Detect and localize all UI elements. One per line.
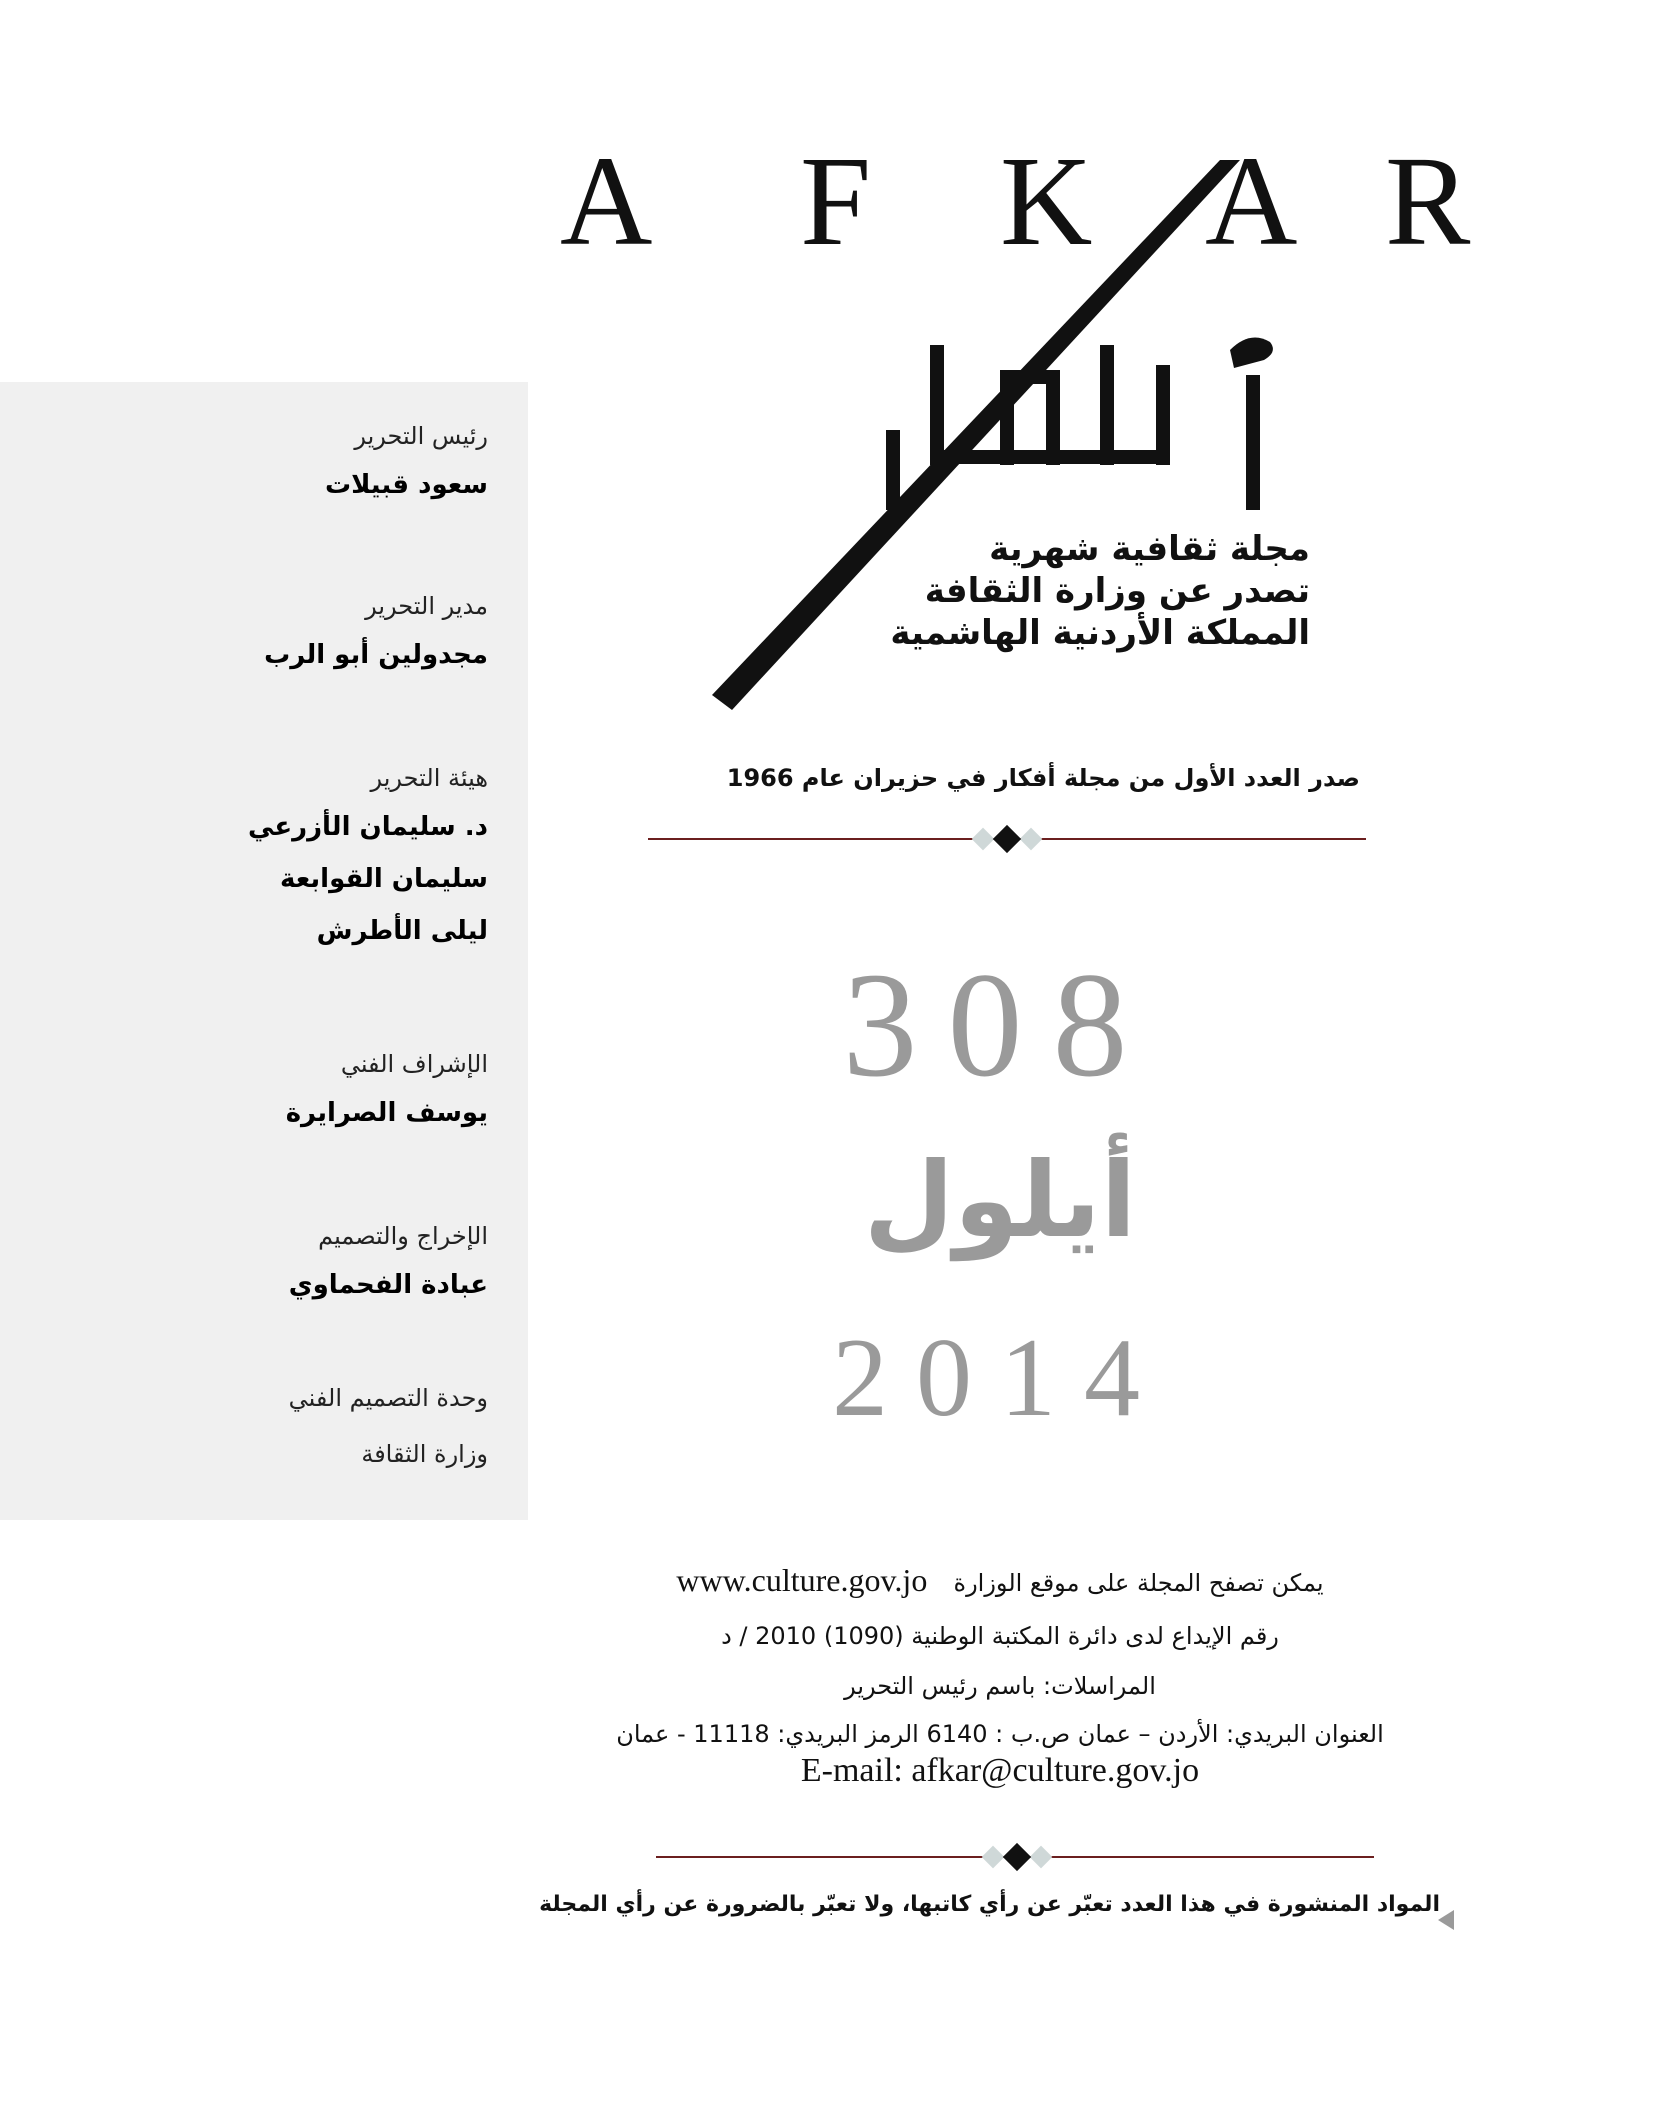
issue-year: 2014 [832,1316,1168,1440]
issue-number: 308 [842,942,1158,1108]
art-supervision-block [128,1050,488,1128]
divider-ornament [1020,828,1043,851]
magazine-tagline [840,528,1310,654]
divider-ornament [1030,1846,1053,1869]
diamond-ornament-icon [1003,1843,1031,1871]
editor-in-chief-label: رئيس التحرير [354,422,488,450]
design-unit-name: وزارة الثقافة [361,1440,488,1468]
disclaimer-text: المواد المنشورة في هذا العدد تعبّر عن رأي كاتبها، ولا تعبّر بالضرورة عن رأي المجلة [539,1892,1440,1917]
email-address[interactable]: E-mail: afkar@culture.gov.jo [800,1752,1200,1789]
issue-month: أيلول [863,1139,1137,1261]
design-unit-label: وحدة التصميم الفني [288,1384,488,1412]
masthead-letter: K [1000,130,1093,272]
diamond-ornament-icon [993,825,1021,853]
managing-editor-block [128,592,488,670]
board-member-name: سليمان القوابعة [279,864,488,894]
masthead-letter: F [800,130,872,272]
postal-address: العنوان البريدي: الأردن – عمان ص.ب : 6140 الرمز البريدي: 11118 - عمان [616,1720,1384,1748]
layout-design-block [128,1222,488,1300]
divider-ornament [972,828,995,851]
board-member-name: ليلى الأطرش [316,916,488,946]
triangle-bullet-icon [1438,1910,1454,1930]
masthead-letter: A [560,130,653,272]
website-line [640,1562,1360,1599]
design-unit-block [128,1384,488,1468]
art-supervision-label: الإشراف الفني [340,1050,488,1078]
editorial-board-block [128,764,488,946]
editor-in-chief-block [128,422,488,500]
tagline-line: مجلة ثقافية شهرية [989,529,1310,569]
editorial-board-label: هيئة التحرير [370,764,488,792]
editorial-sidebar [0,382,528,1520]
tagline-line: تصدر عن وزارة الثقافة [924,571,1310,611]
correspondence-line: المراسلات: باسم رئيس التحرير [844,1672,1156,1700]
managing-editor-name: مجدولين أبو الرب [264,640,488,670]
managing-editor-label: مدير التحرير [365,592,488,620]
board-member-name: د. سليمان الأزرعي [248,812,488,842]
first-issue-note: صدر العدد الأول من مجلة أفكار في حزيران عام 1966 [726,764,1360,792]
layout-design-label: الإخراج والتصميم [318,1222,488,1250]
website-link[interactable]: www.culture.gov.jo [676,1562,928,1598]
browse-text: يمكن تصفح المجلة على موقع الوزارة [953,1569,1324,1597]
editor-in-chief-name: سعود قبيلات [324,470,488,500]
tagline-line: المملكة الأردنية الهاشمية [890,613,1310,653]
masthead-letter: A [1205,130,1298,272]
masthead-letter: R [1385,130,1471,272]
art-supervision-name: يوسف الصرايرة [285,1098,488,1128]
layout-design-name: عبادة الفحماوي [288,1270,488,1300]
deposit-number: رقم الإيداع لدى دائرة المكتبة الوطنية (1090) 2010 / د [721,1622,1279,1650]
divider-ornament [982,1846,1005,1869]
